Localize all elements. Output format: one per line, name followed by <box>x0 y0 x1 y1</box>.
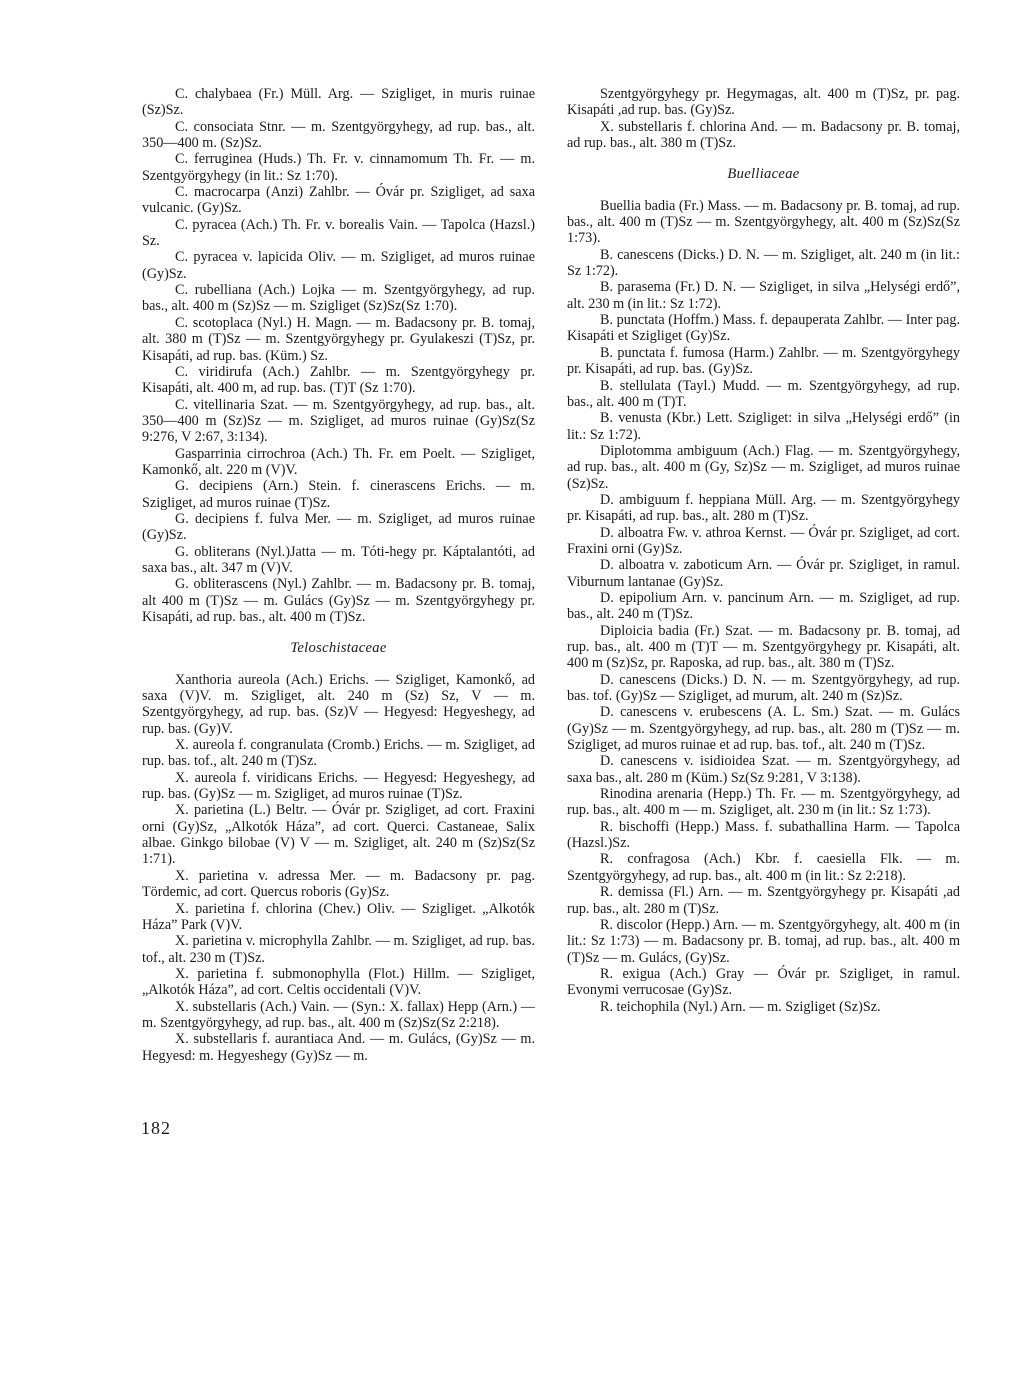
species-entry: Diplotomma ambiguum (Ach.) Flag. — m. Szentgyörgyhegy, ad rup. bas., alt. 400 m (Gy, Sz)Sz — m. Szigliget, ad muros ruinae (Sz)Sz. <box>567 442 960 492</box>
species-entry: B. punctata (Hoffm.) Mass. f. depauperata Zahlbr. — Inter pag. Kisapáti et Szigliget (Gy)Sz. <box>567 312 960 345</box>
species-entry: B. stellulata (Tayl.) Mudd. — m. Szentgyörgyhegy, ad rup. bas., alt. 400 m (T)T. <box>567 377 960 410</box>
species-entry: C. macrocarpa (Anzi) Zahlbr. — Óvár pr. Szigliget, ad saxa vulcanic. (Gy)Sz. <box>142 184 535 217</box>
species-entry: Xanthoria aureola (Ach.) Erichs. — Szigliget, Kamonkő, ad saxa (V)V. m. Szigliget, alt. 240 m (Sz) Sz, V — m. Szentgyörgyhegy, ad rup. bas. (Sz)V — Hegyesd: Hegyeshegy, ad rup. bas. (Gy)V. <box>142 671 535 737</box>
species-entry: R. demissa (Fl.) Arn. — m. Szentgyörgyhegy pr. Kisapáti ,ad rup. bas., alt. 280 m (T)Sz. <box>567 884 960 917</box>
species-entry: C. viridirufa (Ach.) Zahlbr. — m. Szentgyörgyhegy pr. Kisapáti, alt. 400 m, ad rup. bas. (T)T (Sz 1:70). <box>142 363 535 397</box>
species-entry: X. substellaris f. aurantiaca And. — m. Gulács, (Gy)Sz — m. Hegyesd: m. Hegyeshegy (Gy)Sz — m. <box>142 1031 535 1064</box>
species-entry: C. chalybaea (Fr.) Müll. Arg. — Szigliget, in muris ruinae (Sz)Sz. <box>142 86 535 119</box>
species-entry: G. obliterascens (Nyl.) Zahlbr. — m. Badacsony pr. B. tomaj, alt 400 m (T)Sz — m. Gulács (Gy)Sz — m. Szentgyörgyhegy pr. Kisapáti, ad rup. bas., alt. 400 m (T)Sz. <box>142 576 535 625</box>
species-entry: Buellia badia (Fr.) Mass. — m. Badacsony pr. B. tomaj, ad rup. bas., alt. 400 m (T)Sz — m. Szentgyörgyhegy, alt. 400 m (Sz)Sz(Sz 1:73). <box>567 197 960 247</box>
species-entry: X. substellaris (Ach.) Vain. — (Syn.: X. fallax) Hepp (Arn.) — m. Szentgyörgyhegy, ad rup. bas., alt. 400 m (Sz)Sz(Sz 2:218). <box>142 998 535 1031</box>
species-entry: G. obliterans (Nyl.)Jatta — m. Tóti-hegy pr. Káptalantóti, ad saxa bas., alt. 347 m (V)V. <box>142 543 535 576</box>
species-entry: D. canescens (Dicks.) D. N. — m. Szentgyörgyhegy, ad rup. bas. tof. (Gy)Sz — Szigliget, ad murum, alt. 240 m (Sz)Sz. <box>567 671 960 705</box>
species-entry: G. decipiens f. fulva Mer. — m. Szigliget, ad muros ruinae (Gy)Sz. <box>142 510 535 544</box>
species-entry: D. alboatra Fw. v. athroa Kernst. — Óvár pr. Szigliget, ad cort. Fraxini orni (Gy)Sz. <box>567 524 960 557</box>
species-entry: X. aureola f. congranulata (Cromb.) Erichs. — m. Szigliget, ad rup. bas. tof., alt. 240 m (T)Sz. <box>142 737 535 770</box>
species-entry: R. exigua (Ach.) Gray — Óvár pr. Szigliget, in ramul. Evonymi verrucosae (Gy)Sz. <box>567 965 960 999</box>
species-entry: C. ferruginea (Huds.) Th. Fr. v. cinnamomum Th. Fr. — m. Szentgyörgyhegy (in lit.: Sz 1:70). <box>142 151 535 184</box>
species-entry: B. punctata f. fumosa (Harm.) Zahlbr. — m. Szentgyörgyhegy pr. Kisapáti, ad rup. bas. (Gy)Sz. <box>567 344 960 378</box>
species-entry: X. parietina f. chlorina (Chev.) Oliv. — Szigliget. „Alkotók Háza” Park (V)V. <box>142 900 535 933</box>
species-entry: C. scotoplaca (Nyl.) H. Magn. — m. Badacsony pr. B. tomaj, alt. 380 m (T)Sz — m. Szentgyörgyhegy pr. Gyulakeszi (T)Sz, pr. Kisapáti, ad rup. bas. (Küm.) Sz. <box>142 314 535 364</box>
left-entries-after <box>142 672 535 1064</box>
species-entry: Rinodina arenaria (Hepp.) Th. Fr. — m. Szentgyörgyhegy, ad rup. bas., alt. 400 m — m. Szigliget, alt. 230 m (in lit.: Sz 1:73). <box>567 786 960 819</box>
species-entry: D. epipolium Arn. v. pancinum Arn. — m. Szigliget, ad rup. bas., alt. 240 m (T)Sz. <box>567 589 960 623</box>
species-entry: B. parasema (Fr.) D. N. — Szigliget, in silva „Helységi erdő”, alt. 230 m (in lit.: Sz 1:72). <box>567 279 960 312</box>
species-entry: X. substellaris f. chlorina And. — m. Badacsony pr. B. tomaj, ad rup. bas., alt. 380 m (T)Sz. <box>567 118 960 152</box>
right-entries-before <box>567 86 960 151</box>
species-entry: X. parietina (L.) Beltr. — Óvár pr. Szigliget, ad cort. Fraxini orni (Gy)Sz, „Alkotók Háza”, ad cort. Querci. Castaneae, Salix albae. Ginkgo bilobae (V) V — m. Szigliget, alt. 240 m (Sz)Sz(Sz 1:71). <box>142 802 535 868</box>
species-entry: R. bischoffi (Hepp.) Mass. f. subathallina Harm. — Tapolca (Hazsl.)Sz. <box>567 818 960 852</box>
page-number: 182 <box>141 1118 171 1138</box>
species-entry: Gasparrinia cirrochroa (Ach.) Th. Fr. em Poelt. — Szigliget, Kamonkő, alt. 220 m (V)V. <box>142 445 535 478</box>
section-heading-buelliaceae: Buelliaceae <box>727 166 800 183</box>
species-entry: C. pyracea (Ach.) Th. Fr. v. borealis Vain. — Tapolca (Hazsl.) Sz. <box>142 216 535 250</box>
left-entries-before <box>142 86 535 625</box>
species-entry: X. parietina f. submonophylla (Flot.) Hillm. — Szigliget, „Alkotók Háza”, ad cort. Celtis occidentali (V)V. <box>142 965 535 999</box>
left-column <box>142 86 535 1064</box>
species-entry: R. discolor (Hepp.) Arn. — m. Szentgyörgyhegy, alt. 400 m (in lit.: Sz 1:73) — m. Badacsony pr. B. tomaj, ad rup. bas., alt. 400 m (T)Sz — m. Gulács, (Gy)Sz. <box>567 916 960 966</box>
species-entry: D. ambiguum f. heppiana Müll. Arg. — m. Szentgyörgyhegy pr. Kisapáti, ad rup. bas., alt. 280 m (T)Sz. <box>567 491 960 525</box>
right-entries-after <box>567 198 960 1015</box>
species-entry: D. alboatra v. zaboticum Arn. — Óvár pr. Szigliget, in ramul. Viburnum lantanae (Gy)Sz. <box>567 557 960 590</box>
species-entry: B. venusta (Kbr.) Lett. Szigliget: in silva „Helységi erdő” (in lit.: Sz 1:72). <box>567 410 960 443</box>
species-entry: R. confragosa (Ach.) Kbr. f. caesiella Flk. — m. Szentgyörgyhegy, ad rup. bas., alt. 400 m (in lit.: Sz 2:218). <box>567 851 960 884</box>
species-entry: X. parietina v. microphylla Zahlbr. — m. Szigliget, ad rup. bas. tof., alt. 230 m (T)Sz. <box>142 933 535 966</box>
species-entry: X. parietina v. adressa Mer. — m. Badacsony pr. pag. Tördemic, ad cort. Quercus roboris (Gy)Sz. <box>142 867 535 901</box>
species-entry: R. teichophila (Nyl.) Arn. — m. Szigliget (Sz)Sz. <box>600 998 881 1015</box>
species-entry: C. pyracea v. lapicida Oliv. — m. Szigliget, ad muros ruinae (Gy)Sz. <box>142 249 535 282</box>
species-entry: X. aureola f. viridicans Erichs. — Hegyesd: Hegyeshegy, ad rup. bas. (Gy)Sz — m. Szigliget, ad muros ruinae (T)Sz. <box>142 769 535 803</box>
species-entry: C. vitellinaria Szat. — m. Szentgyörgyhegy, ad rup. bas., alt. 350—400 m (Sz)Sz — m. Szigliget, ad muros ruinae (Gy)Sz(Sz 9:276, V 2:67, 3:134). <box>142 396 535 446</box>
species-entry: C. rubelliana (Ach.) Lojka — m. Szentgyörgyhegy, ad rup. bas., alt. 400 m (Sz)Sz — m. Szigliget (Sz)Sz(Sz 1:70). <box>142 282 535 315</box>
species-entry: Diploicia badia (Fr.) Szat. — m. Badacsony pr. B. tomaj, ad rup. bas., alt. 400 m (T)T — m. Szentgyörgyhegy pr. Kisapáti, alt. 400 m (Sz)Sz, pr. Raposka, ad rup. bas., alt. 380 m (T)Sz. <box>567 622 960 672</box>
section-heading-teloschistaceae: Teloschistaceae <box>290 640 387 657</box>
species-entry: B. canescens (Dicks.) D. N. — m. Szigliget, alt. 240 m (in lit.: Sz 1:72). <box>567 246 960 280</box>
species-entry: C. consociata Stnr. — m. Szentgyörgyhegy, ad rup. bas., alt. 350—400 m. (Sz)Sz. <box>142 118 535 152</box>
species-entry: G. decipiens (Arn.) Stein. f. cinerascens Erichs. — m. Szigliget, ad muros ruinae (T)Sz. <box>142 478 535 511</box>
species-entry: D. canescens v. erubescens (A. L. Sm.) Szat. — m. Gulács (Gy)Sz — m. Szentgyörgyhegy, ad rup. bas., alt. 280 m (T)Sz — m. Szigliget, ad muros ruinae et ad rup. bas. tof., alt. 240 m (T)Sz. <box>567 704 960 754</box>
species-entry: Szentgyörgyhegy pr. Hegymagas, alt. 400 m (T)Sz, pr. pag. Kisapáti ,ad rup. bas. (Gy)Sz. <box>567 86 960 119</box>
species-entry: D. canescens v. isidioidea Szat. — m. Szentgyörgyhegy, ad saxa bas., alt. 280 m (Küm.) Sz(Sz 9:281, V 3:138). <box>567 753 960 786</box>
right-column <box>567 86 960 1015</box>
